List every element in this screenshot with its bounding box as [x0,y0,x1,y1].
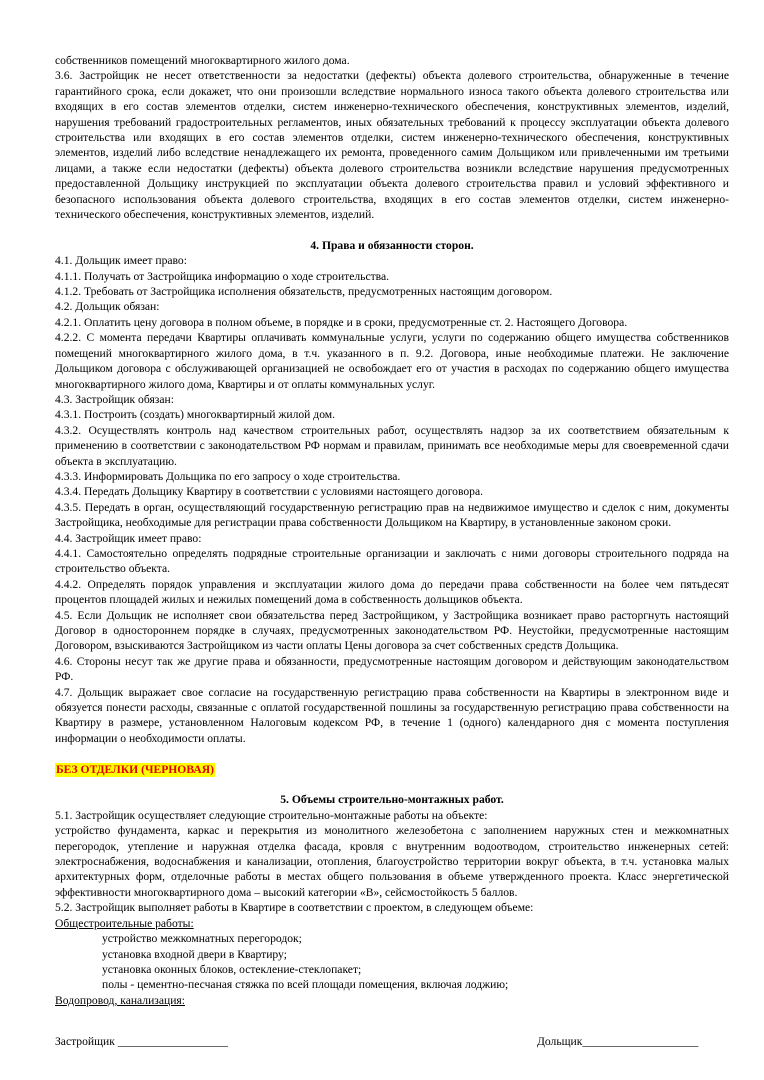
paragraph-4-4-1: 4.4.1. Самостоятельно определять подрядные строительные организации и заключать с ними договоры строительного подряда на строительство объекта. [55,546,729,576]
paragraph-intro-end: собственников помещений многоквартирного жилого дома. [55,54,350,67]
paragraph-4-3-3: 4.3.3. Информировать Дольщика по его запросу о ходе строительства. [55,469,401,483]
paragraph-4-7: 4.7. Дольщик выражает свое согласие на государственную регистрацию права собственности на Квартиры в электронном виде и обязуется понести расходы, связанные с оплатой государственной пошлины за государственную регистрацию права собственности на Квартиру в размере, установленном Налоговым кодексом РФ, в течение 1 (одного) календарного дня с момента поступления информации о необходимости оплаты. [55,685,729,745]
paragraph-4-1-2: 4.1.2. Требовать от Застройщика исполнения обязательств, предусмотренных настоящим договором. [55,285,553,299]
general-works-item: устройство межкомнатных перегородок; [102,932,302,946]
paragraph-4-3-2: 4.3.2. Осуществлять контроль над качеством строительных работ, осуществлять надзор за их соответствием обязательным к применению в соответствии с законодательством РФ нормам и правилам, принимать все необходимые меры для своевременной сдачи объекта в эксплуатацию. [55,423,729,468]
paragraph-4-4: 4.4. Застройщик имеет право: [55,531,202,545]
general-works-item: установка входной двери в Квартиру; [102,947,287,961]
general-works-item: установка оконных блоков, остекление-стеклопакет; [102,962,362,976]
paragraph-4-3: 4.3. Застройщик обязан: [55,392,174,406]
paragraph-4-3-4: 4.3.4. Передать Дольщику Квартиру в соответствии с условиями настоящего договора. [55,485,484,499]
paragraph-4-6: 4.6. Стороны несут так же другие права и обязанности, предусмотренные настоящим договором и действующим законодательством РФ. [55,654,729,684]
section-4-title: 4. Права и обязанности сторон. [310,238,474,252]
paragraph-4-5: 4.5. Если Дольщик не исполняет свои обязательства перед Застройщиком, у Застройщика возникает право расторгнуть настоящий Договор в одностороннем порядке в случаях, предусмотренных законодательством РФ. Неустойки, предусмотренные настоящим Договором, взыскиваются Застройщиком из части оплаты Цены договора за счет собственных средств Дольщика. [55,608,729,653]
paragraph-4-1-1: 4.1.1. Получать от Застройщика информацию о ходе строительства. [55,269,390,283]
plumbing-heading: Водопровод, канализация: [55,993,185,1007]
general-works-heading: Общестроительные работы: [55,916,194,930]
paragraph-4-2-2: 4.2.2. С момента передачи Квартиры оплачивать коммунальные услуги, услуги по содержанию общего имущества собственников помещений многоквартирного жилого дома, в т.ч. указанного в п. 9.2. Договора, иные необходимые платежи. Не заключение Дольщиком договора с обслуживающей организацией не освобождает его от участия в расходах по содержанию общего имущества многоквартирного жилого дома, Квартиры и от оплаты коммунальных услуг. [55,331,729,391]
paragraph-4-2-1: 4.2.1. Оплатить цену договора в полном объеме, в порядке и в сроки, предусмотренные ст. 2. Настоящего Договора. [55,315,628,329]
highlight-note: БЕЗ ОТДЕЛКИ (ЧЕРНОВАЯ) [56,762,214,776]
paragraph-4-3-1: 4.3.1. Построить (создать) многоквартирный жилой дом. [55,408,335,422]
document-page [55,53,729,1008]
paragraph-4-3-5: 4.3.5. Передать в орган, осуществляющий государственную регистрацию прав на недвижимое имущество и сделок с ним, документы Застройщика, необходимые для регистрации права собственности Дольщиком на Квартиру, в установленные законом сроки. [55,500,729,530]
paragraph-5-1: 5.1. Застройщик осуществляет следующие строительно-монтажные работы на объекте: [55,808,488,822]
developer-signature-line: Застройщик ___________________ [55,1035,228,1048]
paragraph-4-1: 4.1. Дольщик имеет право: [55,254,187,268]
section-5-title: 5. Объемы строительно-монтажных работ. [280,793,504,807]
paragraph-4-2: 4.2. Дольщик обязан: [55,300,160,314]
paragraph-5-1-text: устройство фундамента, каркас и перекрытия из монолитного железобетона с заполнением наружных стен и межкомнатных перегородок, утепление и наружная отделка фасада, кровля с внутренним водоотводом, строительство инженерных сетей: электроснабжения, водоснабжения и канализации, отопления, благоустройство территории вокруг объекта, в т.ч. установка малых архитектурных форм, отделочные работы в местах общего пользования в объеме утвержденного проекта. Класс энергетической эффективности многоквартирного дома – высокий категории «В», сейсмостойкость 5 баллов. [55,824,729,899]
paragraph-5-2: 5.2. Застройщик выполняет работы в Квартире в соответствии с проектом, в следующем объеме: [55,901,534,915]
shareholder-signature-line: Дольщик____________________ [537,1035,699,1048]
paragraph-3-6: 3.6. Застройщик не несет ответственности за недостатки (дефекты) объекта долевого строительства, обнаруженные в течение гарантийного срока, если докажет, что они произошли вследствие нормального износа такого объекта долевого строительства или входящих в его состав элементов отделки, систем инженерно-технического обеспечения, конструктивных элементов, изделий, нарушения требований градостроительных регламентов, иных обязательных требований к процессу эксплуатации объекта долевого строительства или входящих в его состав элементов отделки, систем инженерно-технического обеспечения, конструктивных элементов, изделий либо вследствие ненадлежащего их ремонта, проведенного самим Дольщиком или привлеченными им третьими лицами, а также если недостатки (дефекты) объекта долевого строительства возникли вследствие нарушения предусмотренных предоставленной Дольщику инструкцией по эксплуатации объекта долевого строительства правил и условий эффективного и безопасного использования объекта долевого строительства, входящих в его состав элементов отделки, систем инженерно-технического обеспечения, конструктивных элементов, изделий. [55,69,729,222]
general-works-item: полы - цементно-песчаная стяжка по всей площади помещения, включая лоджию; [102,978,509,992]
paragraph-4-4-2: 4.4.2. Определять порядок управления и эксплуатации жилого дома до передачи права собственности на более чем пятьдесят процентов площадей жилых и нежилых помещений дома в собственность дольщиков объекта. [55,577,729,607]
